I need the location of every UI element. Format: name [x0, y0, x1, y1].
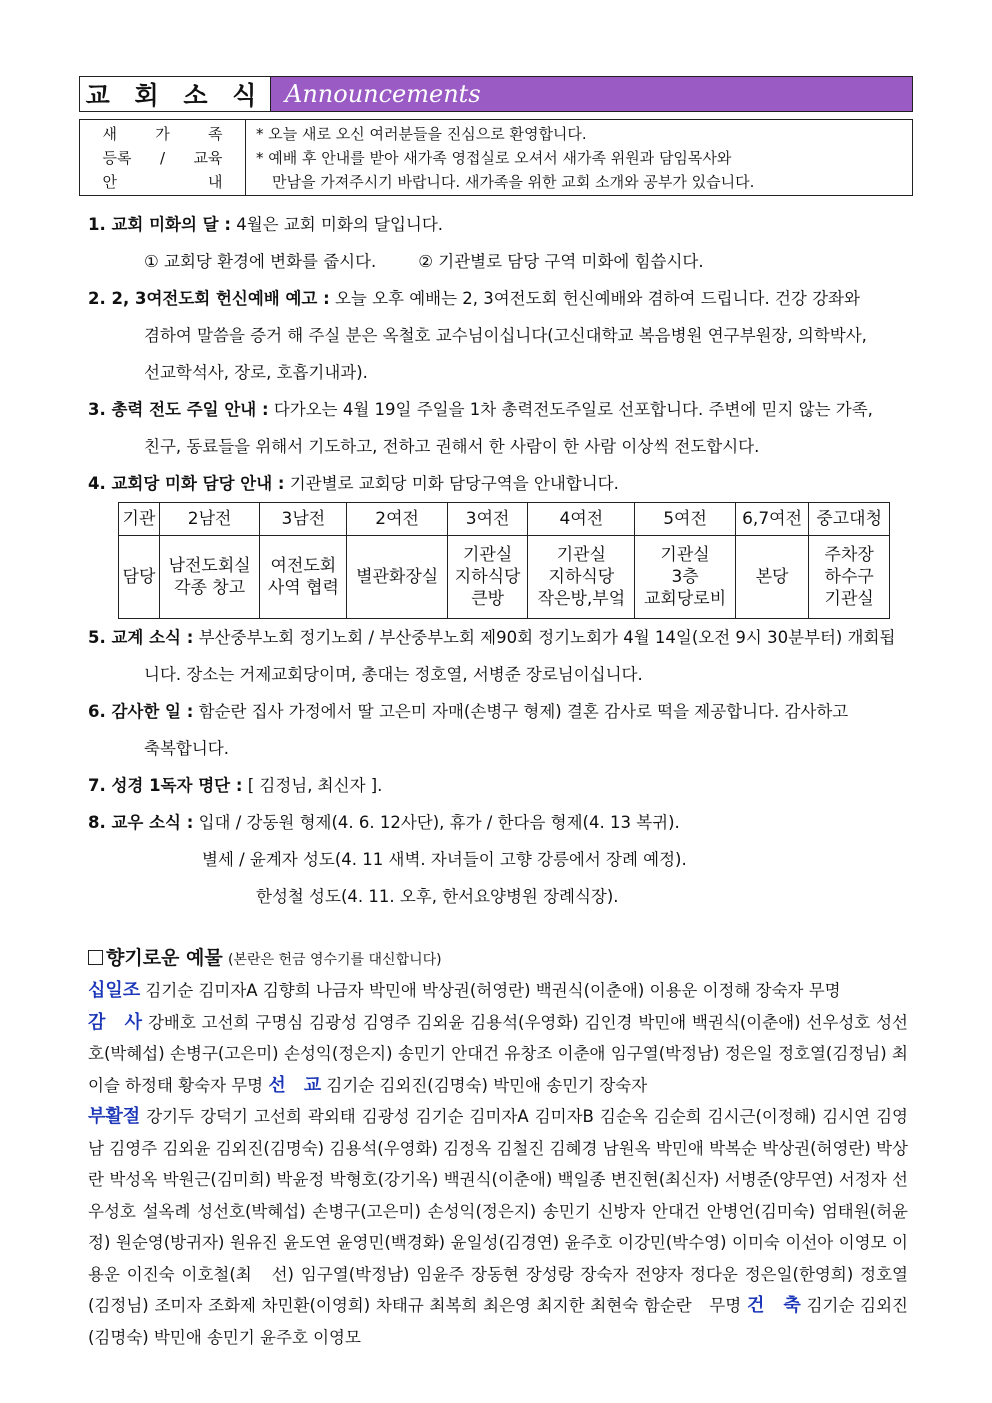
banner-title-korean: 교 회 소 식	[80, 77, 271, 111]
item-text: 오늘 오후 예배는 2, 3여전도회 헌신예배와 겸하여 드립니다. 건강 강좌와	[329, 289, 860, 308]
new-family-labels	[80, 120, 246, 195]
new-family-line: 만남을 가져주시기 바랍니다. 새가족을 위한 교회 소개와 공부가 있습니다.	[272, 173, 755, 191]
table-header-cell: 3여전	[447, 503, 528, 536]
table-cell	[347, 536, 447, 619]
cell-line: 큰방	[471, 589, 505, 609]
item-continuation: 한성철 성도(4. 11. 오후, 한서요양병원 장례식장).	[256, 887, 619, 906]
category-mission: 선 교	[268, 1074, 322, 1096]
offerings-note: (본란은 헌금 영수기를 대신합니다)	[228, 952, 442, 968]
offerings-section	[88, 943, 908, 1353]
table-row-label: 담당	[119, 536, 160, 619]
item-continuation: 별세 / 윤계자 성도(4. 11 새벽. 자녀들이 고향 강릉에서 장례 예정).	[202, 850, 687, 869]
cell-line: 기관실	[824, 589, 874, 609]
table-header-cell: 6,7여전	[735, 503, 809, 536]
cell-line: 기관실	[462, 545, 513, 565]
item-heading: 6. 감사한 일 :	[88, 702, 194, 721]
item-continuation: ① 교회당 환경에 변화를 줍시다. ② 기관별로 담당 구역 미화에 힘씁시다.	[144, 252, 704, 271]
cell-line: 별관화장실	[356, 567, 439, 587]
table-header-cell: 2남전	[159, 503, 259, 536]
item-heading: 2. 2, 3여전도회 헌신예배 예고 :	[88, 289, 330, 308]
item-continuation: 축복합니다.	[144, 739, 229, 758]
item-text: 입대 / 강동원 형제(4. 6. 12사단), 휴가 / 한다음 형제(4. 13 복귀).	[193, 813, 680, 832]
easter-names: 강기두 강덕기 고선희 곽외태 김광성 김기순 김미자A 김미자B 김순옥 김순희 김시근(이정해) 김시연 김영남 김영주 김외윤 김외진(김명숙) 김용석(우영화) 김정옥 김철진 김혜경 남원옥 박민애 박복순 박상권(허영란) 박상란 박성옥 박원근(김미희) 박윤정 박형호(강기옥) 백권식(이춘애) 백일종 변진현(최신자) 서병준(양무연) 서정자 선우성호 설옥례 성선호(박혜섭) 손병구(고은미) 손성익(정은지) 송민기 신방자 안대건 안병언(김미숙) 엄태원(허윤정) 원순영(방귀자) 원유진 윤도연 윤영민(백경화) 윤일성(김경연) 윤주호 이강민(박수영) 이미숙 이선아 이영모 이용운 이진숙 이호철(최 선) 임구열(박정남) 임윤주 장동현 장성랑 장숙자 전양자 정다운 정은일(한영희) 정호열(김정님) 조미자 조화제 차민환(이영희) 차태규 최복희 최은영 최지한 최현숙 함순란 무명	[88, 1107, 908, 1315]
cell-line: 지하식당	[454, 567, 521, 587]
item-text: 함순란 집사 가정에서 딸 고은미 자매(손병구 형제) 결혼 감사로 떡을 제공합니다. 감사하고	[193, 702, 849, 721]
offerings-names	[88, 975, 908, 1353]
table-header-cell: 기관	[119, 503, 160, 536]
cell-line: 본당	[755, 567, 789, 587]
beautify-duty-table	[118, 502, 890, 619]
building-names: 김기순 김외진(김명숙) 박민애 송민기 윤주호 이영모	[88, 1296, 908, 1347]
table-header-cell: 2여전	[347, 503, 447, 536]
new-family-label: 새 가 족	[102, 125, 223, 144]
offerings-heading: 향기로운 예물	[106, 947, 223, 969]
item-text: 4월은 교회 미화의 달입니다.	[230, 215, 444, 234]
category-easter: 부활절	[88, 1106, 141, 1127]
category-thanks: 감 사	[88, 1011, 143, 1033]
cell-line: 작은방,부엌	[537, 589, 626, 609]
announcement-item	[88, 693, 903, 730]
cell-line: 지하식당	[548, 567, 615, 587]
new-family-line: * 예배 후 안내를 받아 새가족 영접실로 오셔서 새가족 위원과 담임목사와	[256, 149, 732, 167]
item-continuation: 겸하여 말씀을 증거 해 주실 분은 옥철호 교수님이십니다(고신대학교 복음병원 연구부원장, 의학박사,	[144, 326, 867, 345]
table-cell	[528, 536, 635, 619]
cell-line: 교회당로비	[644, 589, 727, 609]
announcement-item	[88, 804, 903, 841]
table-header-cell: 중고대청	[809, 503, 890, 536]
category-building: 건 축	[746, 1295, 801, 1316]
cell-line: 주차장	[824, 545, 874, 565]
offerings-title	[88, 943, 908, 975]
tithe-names: 김기순 김미자A 김향희 나금자 박민애 박상권(허영란) 백권식(이춘애) 이용운 이정해 장숙자 무명	[140, 981, 841, 1000]
cell-line: 각종 창고	[174, 578, 246, 598]
item-heading: 8. 교우 소식 :	[88, 813, 194, 832]
announcement-item	[88, 206, 903, 243]
announcements-banner	[79, 76, 913, 112]
cell-line: 남전도회실	[168, 556, 251, 576]
announcement-item	[88, 619, 903, 656]
checkbox-square-icon	[88, 950, 103, 965]
item-text: 다가오는 4월 19일 주일을 1차 총력전도주일로 선포합니다. 주변에 믿지 않는 가족,	[268, 400, 873, 419]
cell-line: 기관실	[660, 545, 710, 565]
announcement-item	[88, 465, 903, 502]
new-family-box	[79, 119, 913, 196]
guide-label: 안 내	[102, 172, 223, 191]
cell-line: 기관실	[556, 545, 607, 565]
table-row	[119, 536, 890, 619]
table-header-row	[119, 503, 890, 536]
new-family-text	[246, 120, 912, 195]
new-family-line: * 오늘 새로 오신 여러분들을 진심으로 환영합니다.	[256, 125, 587, 143]
item-text: 기관별로 교회당 미화 담당구역을 안내합니다.	[284, 474, 619, 493]
cell-line: 여전도회	[270, 556, 337, 576]
cell-line: 3층	[671, 567, 699, 587]
announcement-list	[88, 206, 903, 915]
registration-label: 등록 / 교육	[102, 148, 223, 167]
item-text: 부산중부노회 정기노회 / 부산중부노회 제90회 정기노회가 4월 14일(오전 9시 30분부터) 개회됩	[193, 628, 896, 647]
table-header-cell: 5여전	[635, 503, 735, 536]
mission-names: 김기순 김외진(김명숙) 박민애 송민기 장숙자	[321, 1075, 648, 1095]
category-tithe: 십일조	[88, 980, 141, 1001]
cell-line: 하수구	[824, 567, 874, 587]
item-heading: 3. 총력 전도 주일 안내 :	[88, 400, 269, 419]
item-continuation: 니다. 장소는 거제교회당이며, 총대는 정호열, 서병준 장로님이십니다.	[144, 665, 643, 684]
announcement-item	[88, 767, 903, 804]
table-cell	[260, 536, 347, 619]
announcement-item	[88, 280, 903, 317]
announcement-item	[88, 391, 903, 428]
item-continuation: 선교학석사, 장로, 호흡기내과).	[144, 363, 368, 382]
item-heading: 5. 교계 소식 :	[88, 628, 194, 647]
item-text: [ 김정님, 최신자 ].	[242, 776, 383, 795]
table-cell	[447, 536, 528, 619]
table-cell	[635, 536, 735, 619]
item-continuation: 친구, 동료들을 위해서 기도하고, 전하고 권해서 한 사람이 한 사람 이상씩 전도합시다.	[144, 437, 760, 456]
table-header-cell: 4여전	[528, 503, 635, 536]
item-heading: 7. 성경 1독자 명단 :	[88, 776, 243, 795]
table-cell	[159, 536, 259, 619]
cell-line: 사역 협력	[267, 578, 339, 598]
table-cell	[735, 536, 809, 619]
table-header-cell: 3남전	[260, 503, 347, 536]
thanks-names: 강배호 고선희 구명심 김광성 김영주 김외윤 김용석(우영화) 김인경 박민애 백권식(이춘애) 선우성호 성선호(박혜섭) 손병구(고은미) 손성익(정은지) 송민기 안대건 유창조 이춘애 임구열(박정남) 정은일 정호열(김정님) 최이슬 하정태 황숙자 무명	[88, 1012, 908, 1095]
banner-title-english: Announcements	[271, 77, 912, 111]
item-heading: 4. 교회당 미화 담당 안내 :	[88, 474, 285, 493]
item-heading: 1. 교회 미화의 달 :	[88, 215, 231, 234]
table-cell	[809, 536, 890, 619]
